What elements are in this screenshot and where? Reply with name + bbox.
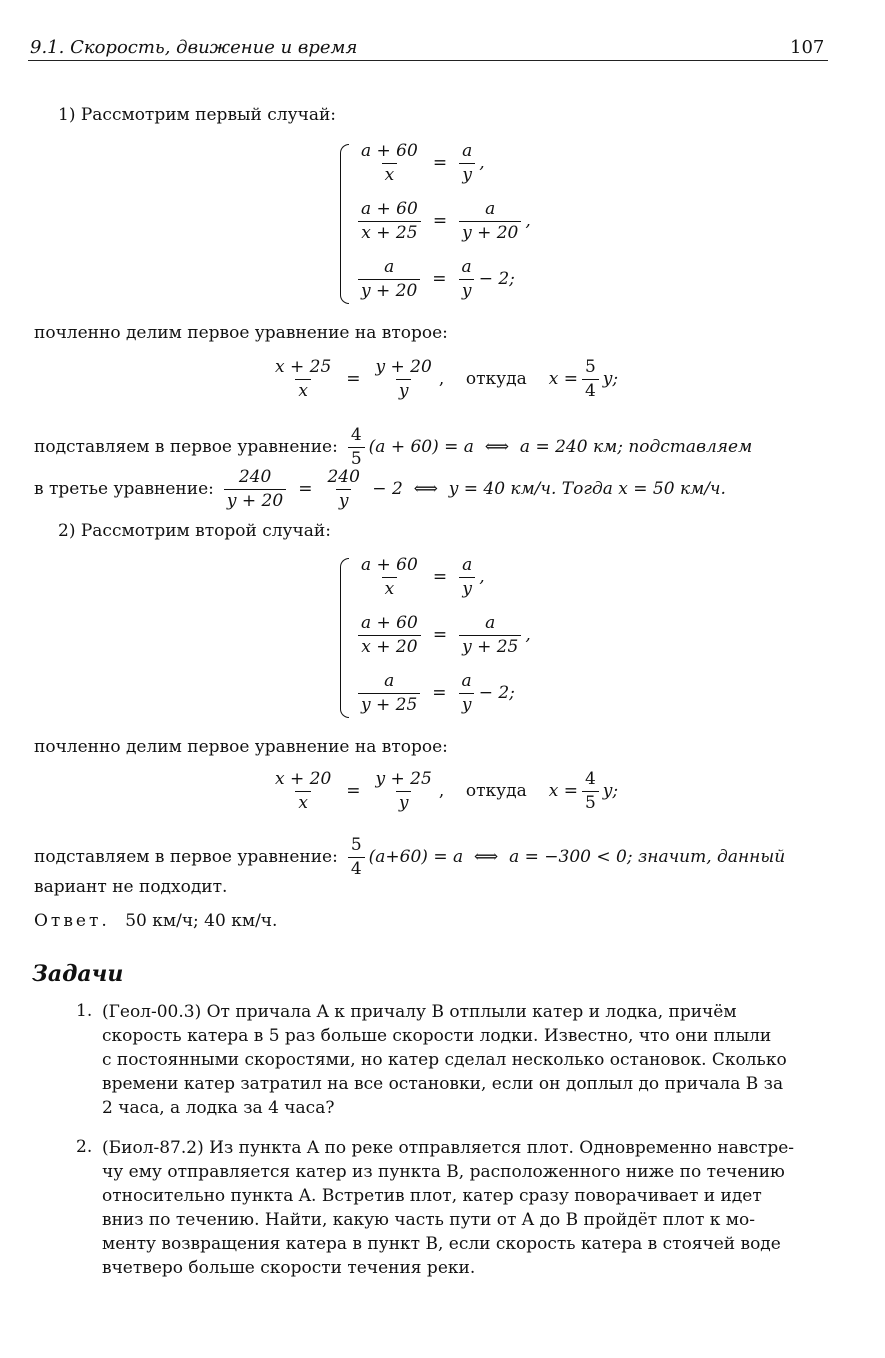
case2-eq1: $\frac{a + 60}{x}$ = $\frac{a}{y}$ , [361, 555, 485, 599]
case2-substitution: подставляем в первое уравнение: $\frac{5}{4}$ (a+60) = a ⟺ a = −300 < 0; значит, данный [34, 835, 786, 879]
case2-divide-text: почленно делим первое уравнение на второе: [34, 737, 448, 757]
case1-ratio: $\frac{x + 25}{x}$ = $\frac{y + 20}{y}$ , откуда x = $\frac{5}{4}$ y; [275, 357, 619, 401]
system-brace [340, 144, 349, 304]
case2-ratio: $\frac{x + 20}{x}$ = $\frac{y + 25}{y}$ , откуда x = $\frac{4}{5}$ y; [275, 769, 619, 813]
answer-value: 50 км/ч; 40 км/ч. [125, 911, 278, 931]
task-2-text: (Биол-87.2) Из пункта A по реке отправляется плот. Одновременно навстре- чу ему отправляется катер из пункта B, расположенного ниже по течению относительно пункта A. Встретив плот, катер сразу поворачивает и идет вниз по течению. Найти, какую часть пути от A до B пройдёт плот к мо- менту возвращения катера в пункт B, если скорость катера в стоячей воде вчетверо больше скорости течения реки. [102, 1138, 795, 1278]
case1-intro: 1) Рассмотрим первый случай: [58, 105, 337, 125]
page-number: 107 [790, 37, 825, 58]
header-rule [28, 60, 828, 61]
case2-intro: 2) Рассмотрим второй случай: [58, 521, 331, 541]
case1-eq1: $\frac{a + 60}{x}$ = $\frac{a}{y}$ , [361, 141, 485, 185]
case1-system [340, 140, 640, 310]
case1-substitution: подставляем в первое уравнение: $\frac{4}{5}$ (a + 60) = a ⟺ a = 240 км; подставляем [34, 425, 753, 469]
task-number: 1. [76, 1001, 93, 1021]
system-brace [340, 558, 349, 718]
case2-eq3: $\frac{a}{y + 25}$ = $\frac{a}{y}$ − 2; [354, 670, 515, 717]
case2-eq2: $\frac{a + 60}{x + 20}$ = $\frac{a}{y + 25}$ , [354, 612, 531, 659]
case2-system [340, 554, 640, 724]
task-1-text: (Геол-00.3) От причала A к причалу B отплыли катер и лодка, причём скорость катера в 5 раз больше скорости лодки. Известно, что они плыли с постоянными скоростями, но катер сделал несколько остановок. Сколько времени катер затратил на все остановки, если он доплыл до причала B за 2 часа, а лодка за 4 часа? [102, 1002, 787, 1118]
tasks-title: Задачи [32, 961, 124, 987]
answer-label: Ответ. [34, 911, 110, 931]
answer [34, 910, 277, 933]
case1-divide-text: почленно делим первое уравнение на второе: [34, 323, 448, 343]
case2-conclusion: вариант не подходит. [34, 877, 228, 897]
case1-eq2: $\frac{a + 60}{x + 25}$ = $\frac{a}{y + 20}$ , [354, 198, 531, 245]
task-number: 2. [76, 1137, 93, 1157]
running-header: 9.1. Скорость, движение и время [30, 37, 358, 58]
case1-eq3: $\frac{a}{y + 20}$ = $\frac{a}{y}$ − 2; [354, 256, 515, 303]
case1-third-eq: в третье уравнение: $\frac{240}{y + 20}$ = $\frac{240}{y}$ − 2 ⟺ y = 40 км/ч. Тогда x = 50 км/ч. [34, 467, 726, 511]
